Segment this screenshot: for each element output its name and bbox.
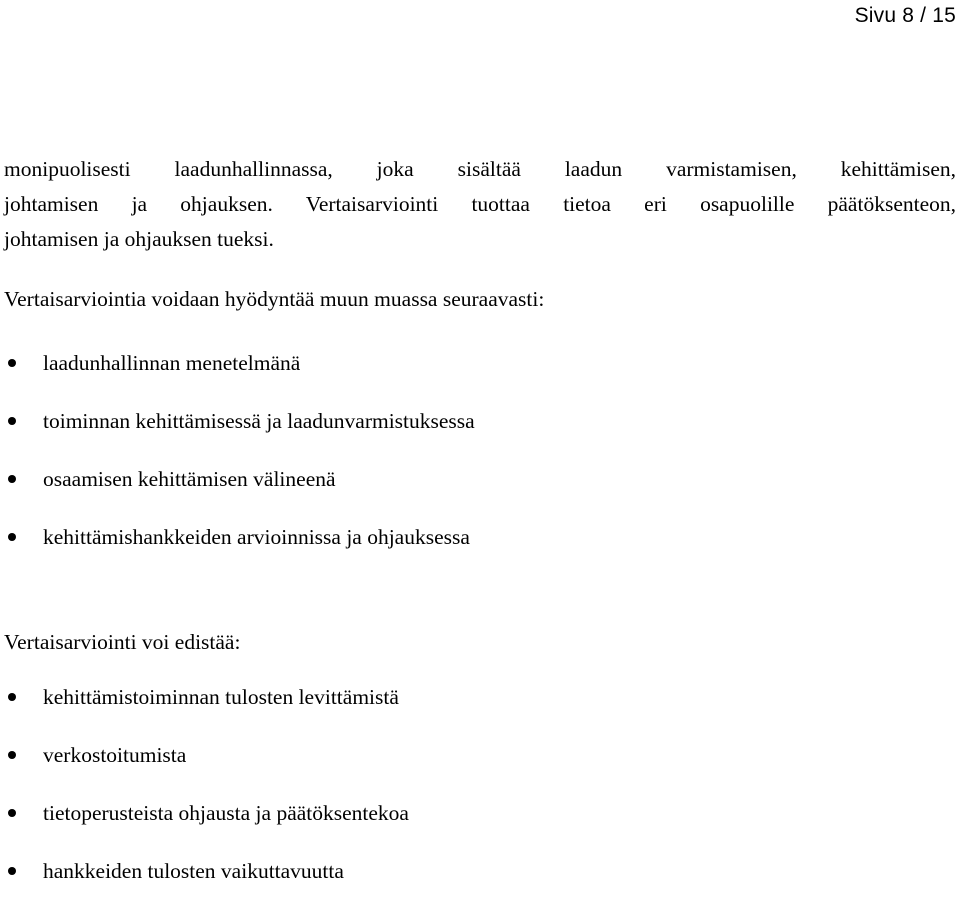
list-item-text: verkostoitumista [43,743,187,767]
paragraph-quality-management [4,152,956,257]
paragraph-line: monipuolisesti laadunhallinnassa, joka sisältää laadun varmistamisen, kehittämisen, [4,157,956,181]
page-number: Sivu 8 / 15 [854,4,956,27]
list-item-text: hankkeiden tulosten vaikuttavuutta [43,859,344,883]
list-item [4,348,944,406]
list-item-text: osaamisen kehittämisen välineenä [43,467,336,491]
bullet-icon [8,693,16,701]
list-item [4,464,944,522]
list-item [4,856,944,914]
bullet-icon [8,867,16,875]
list-item [4,740,944,798]
paragraph-line: johtamisen ja ohjauksen tueksi. [4,227,274,251]
list-item [4,682,944,740]
bullet-icon [8,475,16,483]
list-item-text: tietoperusteista ohjausta ja päätöksentekoa [43,801,409,825]
document-body [4,152,956,883]
list-item [4,522,944,580]
list-item-text: kehittämishankkeiden arvioinnissa ja ohjauksessa [43,525,470,549]
list-item [4,406,944,464]
bullet-icon [8,751,16,759]
benefits-list [4,682,944,914]
bullet-icon [8,809,16,817]
bullet-icon [8,533,16,541]
list-item-text: laadunhallinnan menetelmänä [43,351,301,375]
uses-intro: Vertaisarviointia voidaan hyödyntää muun muassa seuraavasti: [4,287,545,311]
list-item-text: kehittämistoiminnan tulosten levittämistä [43,685,399,709]
list-item-text: toiminnan kehittämisessä ja laadunvarmistuksessa [43,409,475,433]
list-item [4,798,944,856]
paragraph-line: johtamisen ja ohjauksen. Vertaisarviointi tuottaa tietoa eri osapuolille päätöksenteon, [4,192,956,216]
uses-list [4,348,944,580]
benefits-intro: Vertaisarviointi voi edistää: [4,630,241,654]
bullet-icon [8,359,16,367]
bullet-icon [8,417,16,425]
